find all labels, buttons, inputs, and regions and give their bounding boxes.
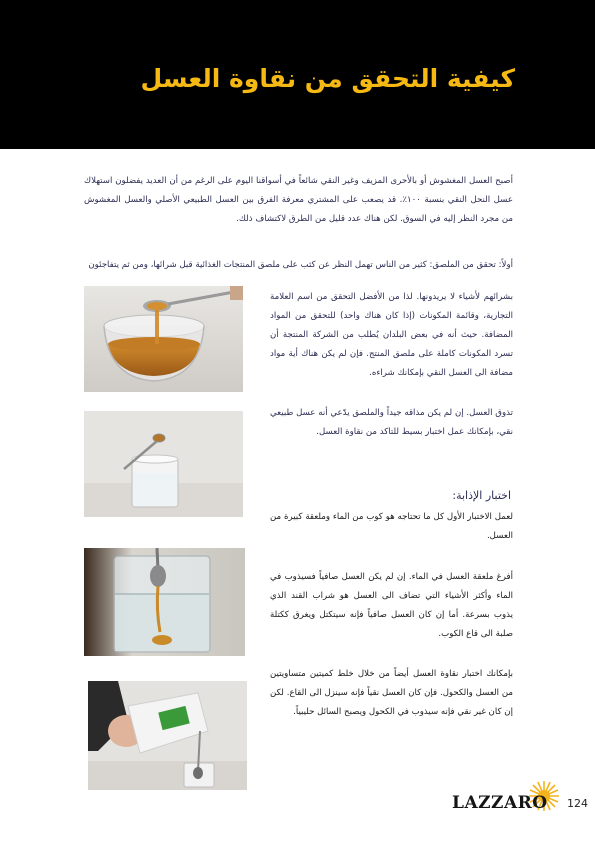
alcohol-test-photo — [88, 681, 247, 790]
intro-paragraph: أصبح العسل المغشوش أو بالأحرى المزيف وغير النقي شائعاً في أسواقنا اليوم على الرغم من أن العديد يفضلون استهلاك عسل النحل النقي بنسبة ١٠٠٪. قد يصعب على المشتري معرفة الفرق بين العسل الطبيعي الأصلي والعسل المغشوش من مجرد النظر إليه في السوق. لكن هناك عدد قليل من الطرق لاكتشاف ذلك. — [84, 176, 513, 224]
dissolve-test-heading: اختبار الإذابة: — [452, 489, 511, 502]
brand-name: LAZZARO — [452, 793, 548, 813]
dissolve-intro-paragraph: لعمل الاختبار الأول كل ما تحتاجه هو كوب من الماء وملعقة كبيرة من العسل. — [270, 512, 513, 541]
label-check-line: أولاً: تحقق من الملصق: كثير من الناس تهمل النظر عن كثب على ملصق المنتجات الغذائية قبل شرائها، ومن ثم يتفاجئون — [88, 260, 513, 270]
water-glass-spoon-photo — [84, 411, 243, 517]
lazzaro-logo — [452, 785, 567, 825]
page-number: 124 — [567, 797, 588, 810]
alcohol-test-paragraph: بإمكانك اختبار نقاوة العسل أيضاً من خلال خلط كميتين متساويتين من العسل والكحول. فإن كان العسل نقياً فإنه سينزل الى القاع. لكن إن كان غير نقي فإنه سيذوب في الكحول ويصبح السائل حليبياً. — [270, 669, 513, 717]
honey-sinking-photo — [84, 548, 245, 656]
label-check-paragraph: بشرائهم لأشياء لا يريدونها. لذا من الأفضل التحقق من اسم العلامة التجارية، وقائمة المكونات (إذا كان هناك واحد) للتحقق من المواد المضافة. حيث أنه في بعض البلدان يُطلب من الشركة المنتجة أن تسرد المكونات كاملة على ملصق المنتج. فإن لم يكن هناك أية مواد مضافة الى العسل النقي بإمكانك شراءه. — [270, 292, 513, 378]
page-title: كيفية التحقق من نقاوة العسل — [140, 64, 515, 93]
honey-bowl-photo — [84, 286, 243, 392]
taste-paragraph: تذوق العسل. إن لم يكن مذاقه جيداً والملصق يدّعي أنه عسل طبيعي نقي، بإمكانك عمل اختبار بسيط للتاكد من نقاوة العسل. — [270, 408, 513, 437]
dissolve-step-paragraph: أفرغ ملعقة العسل في الماء. إن لم يكن العسل صافياً فسيذوب في الماء وأكثر الأشياء التي تضاف الى العسل هو شراب القند الذي يذوب بسرعة. أما إن كان العسل صافياً فإنه سيتكتل ويغرق ككتلة صلبة الى قاع الكوب. — [270, 572, 513, 639]
